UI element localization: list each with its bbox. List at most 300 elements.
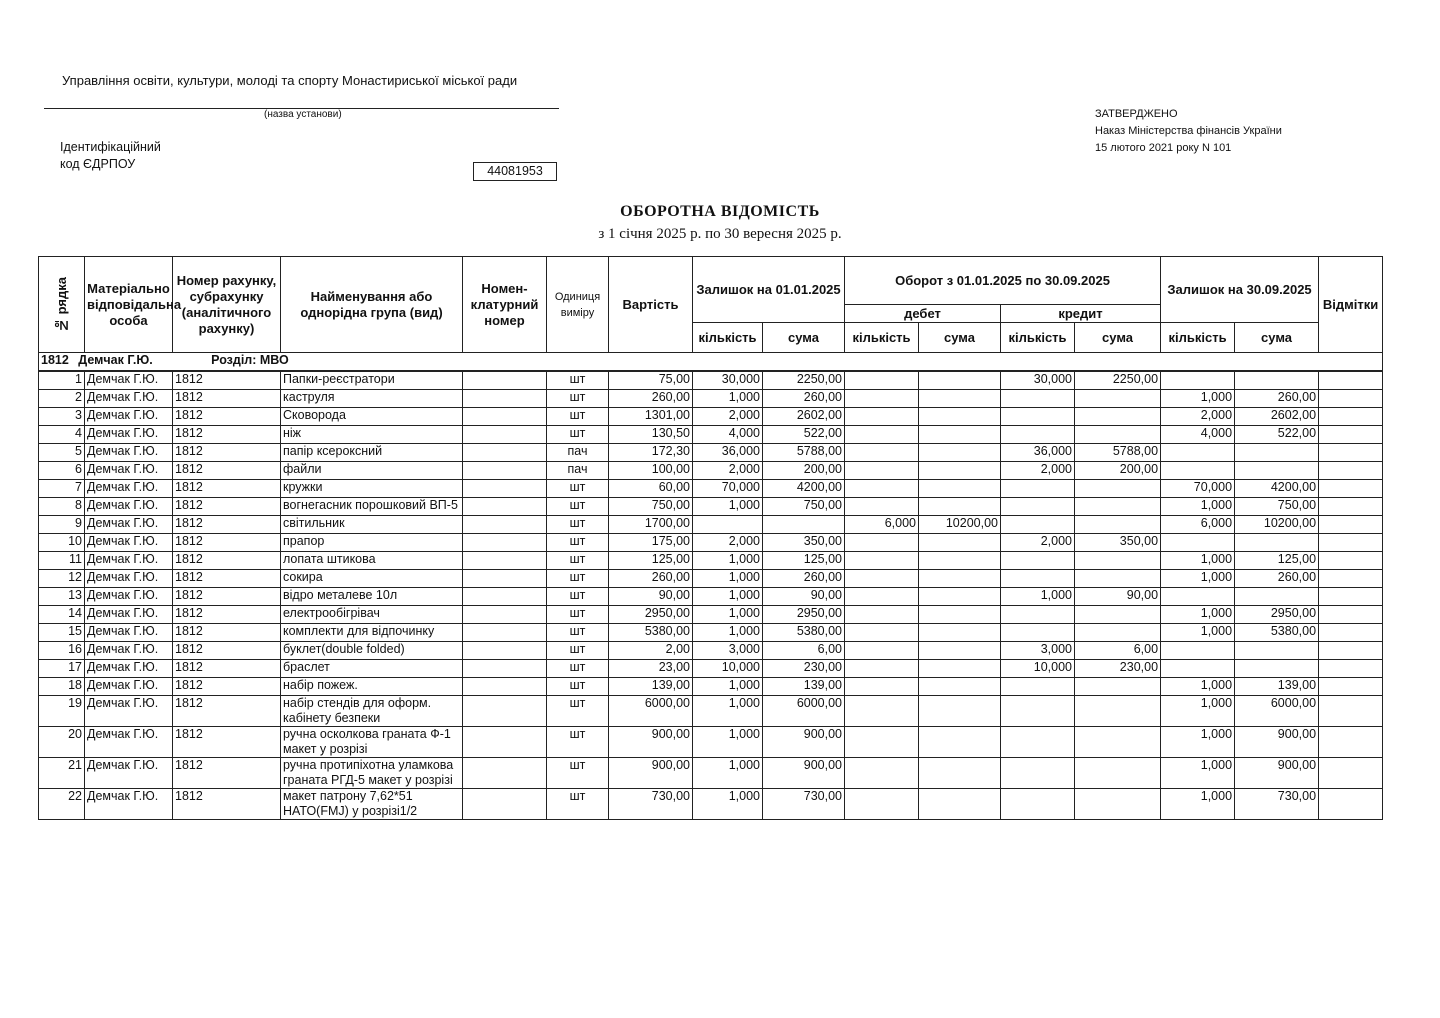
cell-price: 23,00: [609, 660, 693, 678]
section-code: 1812: [41, 353, 69, 367]
cell-nomenclature-number: [463, 552, 547, 570]
cell-debit-sum: [919, 552, 1001, 570]
cell-credit-sum: 5788,00: [1075, 444, 1161, 462]
cell-nomenclature-number: [463, 727, 547, 758]
cell-item-name: набір пожеж.: [281, 678, 463, 696]
cell-account-number: 1812: [173, 408, 281, 426]
cell-unit: шт: [547, 408, 609, 426]
col-closing-sum: сума: [1235, 323, 1319, 353]
approval-line1: ЗАТВЕРДЖЕНО: [1095, 108, 1178, 120]
approval-line2: Наказ Міністерства фінансів України: [1095, 125, 1282, 137]
cell-item-name: макет патрону 7,62*51 НАТО(FMJ) у розрізі1/2: [281, 789, 463, 820]
cell-row-number: 13: [39, 588, 85, 606]
cell-row-number: 16: [39, 642, 85, 660]
cell-opening-sum: 260,00: [763, 390, 845, 408]
cell-opening-qty: 1,000: [693, 789, 763, 820]
cell-unit: шт: [547, 606, 609, 624]
cell-debit-qty: [845, 426, 919, 444]
col-credit-sum: сума: [1075, 323, 1161, 353]
cell-unit: шт: [547, 758, 609, 789]
cell-closing-sum: 730,00: [1235, 789, 1319, 820]
cell-debit-qty: [845, 570, 919, 588]
cell-credit-sum: 230,00: [1075, 660, 1161, 678]
cell-price: 100,00: [609, 462, 693, 480]
cell-opening-qty: 1,000: [693, 552, 763, 570]
cell-closing-sum: [1235, 462, 1319, 480]
cell-credit-sum: [1075, 480, 1161, 498]
cell-nomenclature-number: [463, 789, 547, 820]
cell-item-name: прапор: [281, 534, 463, 552]
col-unit: Одиниця виміру: [547, 257, 609, 353]
cell-credit-qty: [1001, 390, 1075, 408]
cell-closing-qty: [1161, 642, 1235, 660]
cell-credit-qty: 2,000: [1001, 462, 1075, 480]
cell-closing-sum: 522,00: [1235, 426, 1319, 444]
cell-closing-sum: 900,00: [1235, 758, 1319, 789]
cell-credit-sum: [1075, 390, 1161, 408]
cell-notes: [1319, 678, 1383, 696]
table-row: [39, 390, 1383, 408]
cell-closing-sum: 2602,00: [1235, 408, 1319, 426]
cell-responsible-person: Демчак Г.Ю.: [85, 727, 173, 758]
table-row: [39, 727, 1383, 758]
cell-unit: шт: [547, 789, 609, 820]
cell-row-number: 11: [39, 552, 85, 570]
cell-closing-qty: 2,000: [1161, 408, 1235, 426]
cell-opening-qty: 2,000: [693, 462, 763, 480]
cell-closing-qty: [1161, 660, 1235, 678]
cell-debit-qty: [845, 642, 919, 660]
cell-debit-sum: [919, 498, 1001, 516]
cell-opening-sum: 260,00: [763, 570, 845, 588]
cell-opening-sum: 730,00: [763, 789, 845, 820]
cell-closing-sum: 5380,00: [1235, 624, 1319, 642]
cell-credit-qty: 10,000: [1001, 660, 1075, 678]
cell-responsible-person: Демчак Г.Ю.: [85, 696, 173, 727]
cell-unit: шт: [547, 426, 609, 444]
cell-closing-qty: 6,000: [1161, 516, 1235, 534]
table-row: [39, 371, 1383, 390]
cell-price: 60,00: [609, 480, 693, 498]
section-name: Розділ: МВО: [211, 353, 289, 367]
cell-debit-sum: [919, 624, 1001, 642]
cell-closing-qty: 4,000: [1161, 426, 1235, 444]
cell-price: 5380,00: [609, 624, 693, 642]
cell-price: 172,30: [609, 444, 693, 462]
cell-debit-sum: [919, 371, 1001, 390]
table-row: [39, 426, 1383, 444]
cell-closing-sum: 260,00: [1235, 390, 1319, 408]
cell-opening-sum: 2250,00: [763, 371, 845, 390]
cell-credit-qty: [1001, 606, 1075, 624]
cell-opening-sum: 6000,00: [763, 696, 845, 727]
cell-debit-sum: [919, 678, 1001, 696]
cell-nomenclature-number: [463, 696, 547, 727]
cell-notes: [1319, 624, 1383, 642]
cell-row-number: 10: [39, 534, 85, 552]
cell-item-name: Папки-реєстратори: [281, 371, 463, 390]
cell-row-number: 9: [39, 516, 85, 534]
cell-unit: шт: [547, 480, 609, 498]
cell-item-name: браслет: [281, 660, 463, 678]
cell-price: 175,00: [609, 534, 693, 552]
table-row: [39, 480, 1383, 498]
cell-opening-qty: 1,000: [693, 390, 763, 408]
cell-opening-qty: 1,000: [693, 498, 763, 516]
table-row: [39, 408, 1383, 426]
cell-account-number: 1812: [173, 516, 281, 534]
cell-account-number: 1812: [173, 758, 281, 789]
cell-account-number: 1812: [173, 552, 281, 570]
cell-responsible-person: Демчак Г.Ю.: [85, 534, 173, 552]
cell-item-name: сокира: [281, 570, 463, 588]
section-person: Демчак Г.Ю.: [78, 353, 153, 367]
cell-closing-sum: 139,00: [1235, 678, 1319, 696]
cell-responsible-person: Демчак Г.Ю.: [85, 498, 173, 516]
cell-item-name: каструля: [281, 390, 463, 408]
cell-debit-sum: [919, 588, 1001, 606]
cell-opening-sum: 900,00: [763, 727, 845, 758]
cell-item-name: комплекти для відпочинку: [281, 624, 463, 642]
cell-notes: [1319, 534, 1383, 552]
col-debit-sum: сума: [919, 323, 1001, 353]
cell-account-number: 1812: [173, 642, 281, 660]
cell-nomenclature-number: [463, 480, 547, 498]
cell-debit-qty: [845, 678, 919, 696]
cell-debit-qty: [845, 498, 919, 516]
cell-unit: шт: [547, 642, 609, 660]
cell-closing-qty: 1,000: [1161, 390, 1235, 408]
cell-debit-qty: [845, 552, 919, 570]
cell-row-number: 21: [39, 758, 85, 789]
table-row: [39, 624, 1383, 642]
cell-row-number: 7: [39, 480, 85, 498]
cell-row-number: 3: [39, 408, 85, 426]
cell-account-number: 1812: [173, 426, 281, 444]
cell-responsible-person: Демчак Г.Ю.: [85, 624, 173, 642]
cell-account-number: 1812: [173, 696, 281, 727]
cell-opening-sum: 5788,00: [763, 444, 845, 462]
cell-responsible-person: Демчак Г.Ю.: [85, 480, 173, 498]
cell-nomenclature-number: [463, 660, 547, 678]
cell-credit-qty: 1,000: [1001, 588, 1075, 606]
cell-closing-sum: [1235, 642, 1319, 660]
cell-unit: шт: [547, 534, 609, 552]
table-row: [39, 606, 1383, 624]
cell-responsible-person: Демчак Г.Ю.: [85, 426, 173, 444]
cell-account-number: 1812: [173, 462, 281, 480]
cell-nomenclature-number: [463, 371, 547, 390]
cell-debit-qty: [845, 660, 919, 678]
cell-closing-qty: 1,000: [1161, 606, 1235, 624]
cell-debit-sum: [919, 444, 1001, 462]
table-row: [39, 789, 1383, 820]
cell-opening-sum: 5380,00: [763, 624, 845, 642]
col-credit-qty: кількість: [1001, 323, 1075, 353]
cell-closing-qty: 1,000: [1161, 727, 1235, 758]
cell-nomenclature-number: [463, 642, 547, 660]
cell-debit-qty: [845, 444, 919, 462]
table-row: [39, 678, 1383, 696]
cell-credit-qty: [1001, 727, 1075, 758]
cell-row-number: 20: [39, 727, 85, 758]
cell-opening-qty: 1,000: [693, 588, 763, 606]
cell-credit-qty: [1001, 408, 1075, 426]
cell-closing-qty: 1,000: [1161, 758, 1235, 789]
cell-unit: шт: [547, 660, 609, 678]
cell-nomenclature-number: [463, 444, 547, 462]
cell-item-name: ніж: [281, 426, 463, 444]
cell-nomenclature-number: [463, 534, 547, 552]
cell-closing-sum: [1235, 534, 1319, 552]
cell-account-number: 1812: [173, 444, 281, 462]
cell-responsible-person: Демчак Г.Ю.: [85, 660, 173, 678]
col-account-number: Номер рахунку, субрахунку (аналітичного рахунку): [173, 257, 281, 353]
table-body: [39, 353, 1383, 820]
cell-nomenclature-number: [463, 498, 547, 516]
cell-closing-qty: 70,000: [1161, 480, 1235, 498]
cell-credit-qty: [1001, 789, 1075, 820]
cell-responsible-person: Демчак Г.Ю.: [85, 371, 173, 390]
cell-opening-qty: 1,000: [693, 758, 763, 789]
cell-notes: [1319, 758, 1383, 789]
cell-unit: шт: [547, 390, 609, 408]
cell-opening-sum: 125,00: [763, 552, 845, 570]
cell-notes: [1319, 789, 1383, 820]
cell-credit-qty: [1001, 624, 1075, 642]
cell-credit-sum: [1075, 498, 1161, 516]
cell-closing-qty: 1,000: [1161, 570, 1235, 588]
cell-closing-qty: [1161, 371, 1235, 390]
cell-debit-qty: [845, 390, 919, 408]
cell-debit-qty: [845, 624, 919, 642]
cell-opening-qty: 2,000: [693, 534, 763, 552]
cell-opening-qty: 2,000: [693, 408, 763, 426]
cell-closing-qty: [1161, 534, 1235, 552]
cell-credit-qty: [1001, 758, 1075, 789]
cell-credit-sum: [1075, 789, 1161, 820]
cell-nomenclature-number: [463, 624, 547, 642]
table-row: [39, 660, 1383, 678]
col-item-name: Найменування або однорідна група (вид): [281, 257, 463, 353]
cell-credit-sum: [1075, 727, 1161, 758]
cell-row-number: 2: [39, 390, 85, 408]
col-turnover: Оборот з 01.01.2025 по 30.09.2025: [845, 257, 1161, 305]
cell-account-number: 1812: [173, 588, 281, 606]
cell-responsible-person: Демчак Г.Ю.: [85, 462, 173, 480]
cell-account-number: 1812: [173, 789, 281, 820]
cell-closing-qty: 1,000: [1161, 789, 1235, 820]
cell-closing-qty: [1161, 588, 1235, 606]
cell-unit: шт: [547, 371, 609, 390]
cell-credit-qty: 30,000: [1001, 371, 1075, 390]
cell-debit-sum: [919, 570, 1001, 588]
cell-unit: шт: [547, 678, 609, 696]
cell-opening-sum: 6,00: [763, 642, 845, 660]
cell-notes: [1319, 371, 1383, 390]
cell-opening-qty: 1,000: [693, 606, 763, 624]
table-row: [39, 588, 1383, 606]
cell-item-name: відро металеве 10л: [281, 588, 463, 606]
cell-credit-qty: 2,000: [1001, 534, 1075, 552]
cell-opening-qty: 1,000: [693, 570, 763, 588]
cell-unit: шт: [547, 498, 609, 516]
col-responsible-person: Матеріально відповідальна особа: [85, 257, 173, 353]
cell-credit-sum: [1075, 570, 1161, 588]
cell-nomenclature-number: [463, 516, 547, 534]
cell-credit-sum: [1075, 624, 1161, 642]
col-row-number: № рядка: [39, 257, 85, 353]
cell-row-number: 15: [39, 624, 85, 642]
cell-opening-qty: 10,000: [693, 660, 763, 678]
document-title: ОБОРОТНА ВІДОМІСТЬ: [620, 203, 820, 220]
cell-credit-sum: [1075, 426, 1161, 444]
approval-stamp: [1095, 106, 1282, 157]
cell-closing-sum: [1235, 588, 1319, 606]
cell-unit: пач: [547, 462, 609, 480]
cell-notes: [1319, 642, 1383, 660]
cell-opening-sum: 522,00: [763, 426, 845, 444]
cell-debit-qty: [845, 727, 919, 758]
table-row: [39, 642, 1383, 660]
cell-opening-qty: 3,000: [693, 642, 763, 660]
cell-nomenclature-number: [463, 758, 547, 789]
cell-opening-qty: 36,000: [693, 444, 763, 462]
cell-price: 6000,00: [609, 696, 693, 727]
cell-notes: [1319, 426, 1383, 444]
cell-debit-qty: [845, 408, 919, 426]
cell-debit-sum: [919, 660, 1001, 678]
cell-credit-sum: [1075, 552, 1161, 570]
cell-closing-qty: 1,000: [1161, 552, 1235, 570]
cell-opening-sum: 200,00: [763, 462, 845, 480]
cell-account-number: 1812: [173, 534, 281, 552]
cell-price: 730,00: [609, 789, 693, 820]
edrpou-label-line1: Ідентифікаційний: [60, 140, 161, 154]
cell-unit: шт: [547, 588, 609, 606]
cell-opening-sum: [763, 516, 845, 534]
cell-notes: [1319, 696, 1383, 727]
cell-responsible-person: Демчак Г.Ю.: [85, 408, 173, 426]
cell-unit: шт: [547, 696, 609, 727]
cell-item-name: світильник: [281, 516, 463, 534]
cell-nomenclature-number: [463, 462, 547, 480]
col-credit: кредит: [1001, 305, 1161, 323]
document-period: з 1 січня 2025 р. по 30 вересня 2025 р.: [598, 226, 842, 242]
cell-opening-sum: 750,00: [763, 498, 845, 516]
table-row: [39, 462, 1383, 480]
cell-closing-qty: [1161, 444, 1235, 462]
col-notes: Відмітки: [1319, 257, 1383, 353]
cell-price: 139,00: [609, 678, 693, 696]
cell-responsible-person: Демчак Г.Ю.: [85, 390, 173, 408]
cell-row-number: 22: [39, 789, 85, 820]
organization-name: Управління освіти, культури, молоді та спорту Монастириської міської ради: [62, 73, 518, 88]
col-closing-balance: Залишок на 30.09.2025: [1161, 257, 1319, 323]
cell-credit-qty: [1001, 696, 1075, 727]
table-row: [39, 516, 1383, 534]
cell-debit-qty: [845, 789, 919, 820]
cell-credit-sum: 6,00: [1075, 642, 1161, 660]
cell-responsible-person: Демчак Г.Ю.: [85, 789, 173, 820]
col-nomenclature-number: Номен-клатурний номер: [463, 257, 547, 353]
cell-nomenclature-number: [463, 588, 547, 606]
cell-notes: [1319, 408, 1383, 426]
cell-closing-sum: 10200,00: [1235, 516, 1319, 534]
cell-nomenclature-number: [463, 426, 547, 444]
cell-notes: [1319, 390, 1383, 408]
cell-row-number: 18: [39, 678, 85, 696]
cell-credit-qty: [1001, 516, 1075, 534]
cell-item-name: ручна осколкова граната Ф-1 макет у розрізі: [281, 727, 463, 758]
cell-closing-qty: [1161, 462, 1235, 480]
turnover-table-wrapper: [38, 256, 1382, 820]
cell-credit-sum: [1075, 696, 1161, 727]
cell-debit-qty: [845, 371, 919, 390]
cell-credit-qty: 3,000: [1001, 642, 1075, 660]
edrpou-label: [60, 139, 220, 173]
cell-opening-sum: 139,00: [763, 678, 845, 696]
col-closing-qty: кількість: [1161, 323, 1235, 353]
cell-item-name: набір стендів для оформ. кабінету безпеки: [281, 696, 463, 727]
cell-opening-qty: 30,000: [693, 371, 763, 390]
cell-row-number: 19: [39, 696, 85, 727]
cell-price: 125,00: [609, 552, 693, 570]
edrpou-code: 44081953: [473, 162, 557, 181]
cell-debit-qty: [845, 588, 919, 606]
cell-opening-qty: 1,000: [693, 624, 763, 642]
cell-price: 2950,00: [609, 606, 693, 624]
cell-debit-qty: [845, 462, 919, 480]
cell-price: 130,50: [609, 426, 693, 444]
cell-account-number: 1812: [173, 727, 281, 758]
cell-credit-qty: [1001, 480, 1075, 498]
cell-row-number: 6: [39, 462, 85, 480]
cell-responsible-person: Демчак Г.Ю.: [85, 758, 173, 789]
col-opening-balance: Залишок на 01.01.2025: [693, 257, 845, 323]
table-row: [39, 696, 1383, 727]
cell-price: 750,00: [609, 498, 693, 516]
cell-debit-sum: [919, 534, 1001, 552]
cell-closing-qty: 1,000: [1161, 624, 1235, 642]
cell-responsible-person: Демчак Г.Ю.: [85, 588, 173, 606]
cell-row-number: 4: [39, 426, 85, 444]
cell-notes: [1319, 444, 1383, 462]
section-cell: [39, 353, 1383, 372]
cell-debit-sum: [919, 480, 1001, 498]
cell-opening-qty: 1,000: [693, 696, 763, 727]
cell-debit-sum: [919, 789, 1001, 820]
cell-account-number: 1812: [173, 570, 281, 588]
cell-notes: [1319, 727, 1383, 758]
cell-account-number: 1812: [173, 498, 281, 516]
cell-nomenclature-number: [463, 408, 547, 426]
cell-nomenclature-number: [463, 570, 547, 588]
cell-opening-qty: [693, 516, 763, 534]
cell-notes: [1319, 660, 1383, 678]
cell-closing-sum: 6000,00: [1235, 696, 1319, 727]
cell-responsible-person: Демчак Г.Ю.: [85, 444, 173, 462]
cell-debit-sum: [919, 426, 1001, 444]
cell-closing-qty: 1,000: [1161, 678, 1235, 696]
table-row: [39, 758, 1383, 789]
cell-item-name: вогнегасник порошковий ВП-5: [281, 498, 463, 516]
cell-opening-sum: 2950,00: [763, 606, 845, 624]
cell-nomenclature-number: [463, 606, 547, 624]
cell-closing-sum: 260,00: [1235, 570, 1319, 588]
cell-item-name: буклет(double folded): [281, 642, 463, 660]
cell-opening-sum: 90,00: [763, 588, 845, 606]
